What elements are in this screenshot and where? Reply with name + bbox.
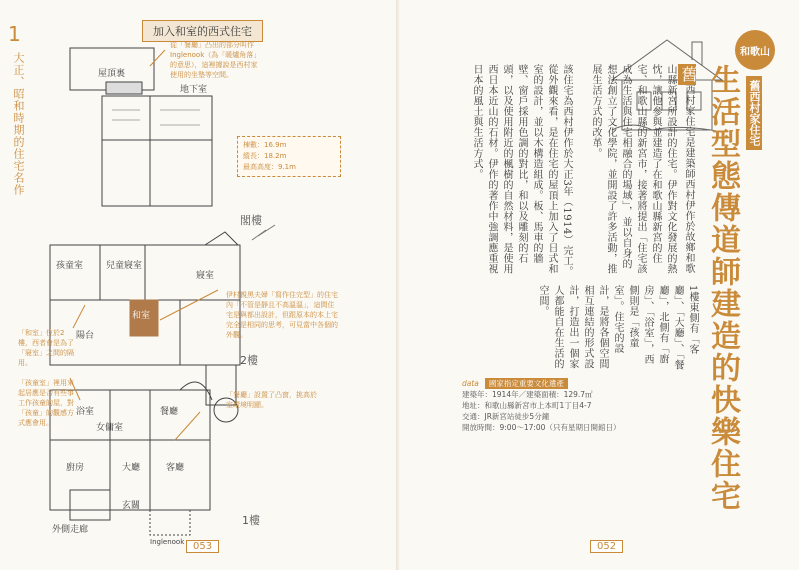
- room-label: 廚房: [66, 463, 85, 473]
- article-paragraph: 西村家住宅是建築師西村伊作於故鄉和歌山縣新宮所設計的住宅。伊作對文化發展的熱忱，讓他參與並建造了在和歌山縣新宮的住宅、和歌山縣的新宮市，接著將提出「住宅該成為生活與住宅相融合的場域」，並以自身的想法創立了文化學院，並開設了許多活動，推展生活方式的改革。: [590, 64, 694, 274]
- room-label: 和室: [132, 311, 151, 321]
- heritage-label: 國家指定重要文化遺產: [485, 378, 568, 389]
- headline: 生活型態傳道師建造的快樂住宅: [705, 64, 740, 512]
- article-body-top: [576, 64, 696, 279]
- second-floor-label: 2樓: [240, 354, 258, 367]
- drop-cap: 舊: [679, 66, 698, 83]
- left-page: [0, 0, 396, 570]
- page-number-left: 053: [186, 540, 219, 553]
- room-label: 孩童室: [56, 261, 84, 271]
- room-label: 外側走廊: [52, 525, 89, 535]
- region-badge: 和歌山: [735, 30, 775, 70]
- info-line: 開放時間：9:00～17:00（只有星期日開館日）: [462, 423, 621, 432]
- room-label: 女傭室: [96, 423, 124, 433]
- first-floor-label: 1樓: [242, 514, 260, 527]
- plan-title: 加入和室的西式住宅: [142, 20, 263, 42]
- spec-line: 最高高度：9.1m: [243, 163, 296, 171]
- room-label: 寢室: [196, 271, 215, 281]
- article-body-bottom: [460, 285, 700, 370]
- info-tag: data: [462, 379, 479, 388]
- article-paragraph: 1樓東側有「客廳」、「大廳」、「餐廳」，北側有「廚房」、「浴室」，西側則是「孩童室」。住宅的設計，是將各個空間相互連結的形式設計，打造出一個家人都能自在生活的空間。: [537, 285, 698, 370]
- callout-inglenook: 從「餐廳」凸出的部分叫作Inglenook（為「暖爐角落」的意思），這裡據說是西村家使用的坐墊等空間。: [170, 41, 261, 79]
- attic-room-label: 屋頂裏: [98, 69, 126, 79]
- info-line: 地址：和歌山縣新宮市上本町1丁目4-7: [462, 401, 592, 410]
- article-paragraph: 該住宅為西村伊作於大正3年（1914）完工。從外觀來看，是在住宅的屋頂上加入了日式和室的設計，並以木構造組成。板、馬車的牆壁、窗戶採用色調的對比，和以及雕刻的石頭，以及使用附近的楓樹的自然材料，是使用西日本近山的石材。伊作的著作中強調應重視日本的風土與生活方式。: [471, 64, 572, 277]
- building-spec-box: [237, 136, 341, 177]
- room-label: 客廳: [166, 463, 185, 473]
- callout-kids: 「孩童室」裡用來起居應是否有些事工作孩童的屋，對「孩童」的觀感方式應會用。: [18, 379, 74, 427]
- chapter-number: 1: [8, 22, 21, 46]
- spec-line: 縱長：18.2m: [243, 152, 287, 160]
- room-label: 兒童寢室: [106, 261, 143, 271]
- basement-label: 地下室: [180, 85, 208, 95]
- attic-floor-label: 閣樓: [240, 214, 262, 227]
- room-label: 陽台: [76, 331, 95, 341]
- info-line: 建築年：1914年／建築面積：129.7㎡: [462, 390, 593, 399]
- article-body-middle: [452, 64, 574, 279]
- room-label: 浴室: [76, 407, 95, 417]
- callout-kitchen: 伊村親黑夫婦「寫作住完型」的住宅內「不管是靜且不高溫溫」，這間住宅是與都出設計，但跟原本的本上宅完全是相同的思考，可見當中各個的外觀。: [226, 291, 338, 339]
- chapter-title: 大正、昭和時期的住宅名作: [12, 52, 25, 196]
- callout-dining: 「餐廳」設置了凸窗，挑高於室環境明顯。: [226, 391, 317, 409]
- info-line: 交通：JR新宮站徒步5分鐘: [462, 412, 550, 421]
- room-label: 大廳: [122, 463, 141, 473]
- room-label: 餐廳: [160, 407, 179, 417]
- room-label: 玄關: [122, 501, 141, 511]
- info-box: [462, 378, 722, 433]
- right-page: [400, 0, 799, 570]
- spec-line: 棟數：16.9m: [243, 141, 287, 149]
- page-number-right: 052: [590, 540, 623, 553]
- room-label: Inglenook: [150, 538, 185, 546]
- house-name-label: 舊西村家住宅: [746, 76, 762, 150]
- callout-washitsu: 「和室」位於2樓，西者會是為了「寢室」之間的隔用。: [18, 329, 74, 367]
